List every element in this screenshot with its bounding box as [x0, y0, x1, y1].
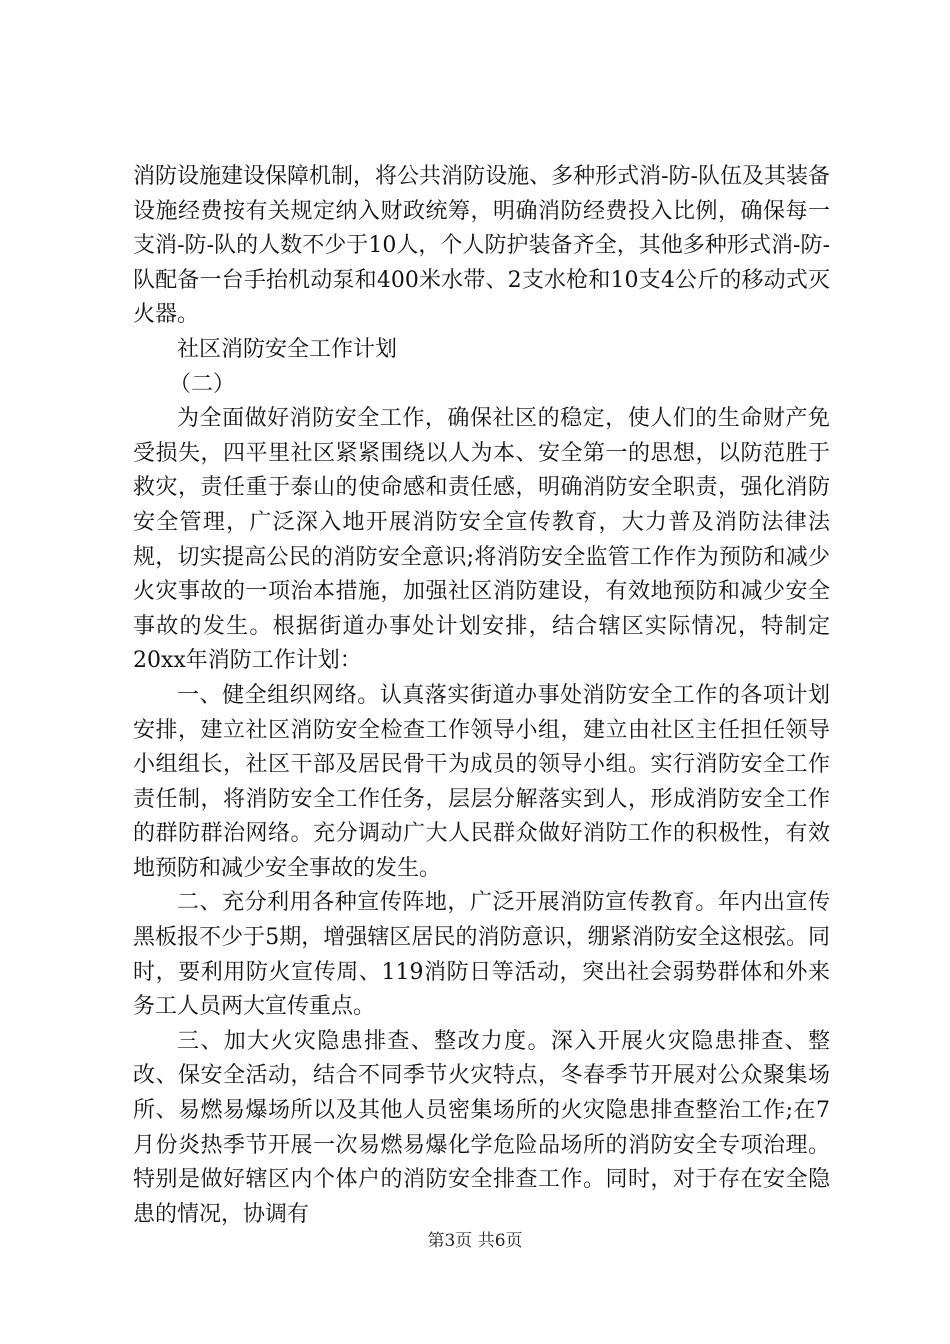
paragraph-introduction: 为全面做好消防安全工作，确保社区的稳定，使人们的生命财产免受损失，四平里社区紧紧围绕以人为本、安全第一的思想，以防范胜于救灾，责任重于泰山的使命感和责任感，明确消防安全职责，强化消防安全管理，广泛深入地开展消防安全宣传教育，大力普及消防法律法规，切实提高公民的消防安全意识;将消防安全监管工作作为预防和减少火灾事故的一项治本措施，加强社区消防建设，有效地预防和减少安全事故的发生。根据街道办事处计划安排，结合辖区实际情况，特制定20xx年消防工作计划：: [133, 406, 830, 674]
page-number-footer: 第3页 共6页: [427, 1231, 523, 1251]
paragraph-publicity-education: 二、充分利用各种宣传阵地，广泛开展消防宣传教育。年内出宣传黑板报不少于5期，增强辖区居民的消防意识，绷紧消防安全这根弦。同时，要利用防火宣传周、119消防日等活动，突出社会弱势群体和外来务工人员两大宣传重点。: [133, 890, 830, 1020]
section-subheading: （二）: [169, 371, 236, 397]
section-heading: 社区消防安全工作计划: [177, 336, 398, 362]
document-body: [133, 160, 830, 1232]
paragraph-organization-network: 一、健全组织网络。认真落实街道办事处消防安全工作的各项计划安排，建立社区消防安全检查工作领导小组，建立由社区主任担任领导小组组长，社区干部及居民骨干为成员的领导小组。实行消防安全工作责任制，将消防安全工作任务，层层分解落实到人，形成消防安全工作的群防群治网络。充分调动广大人民群众做好消防工作的积极性，有效地预防和减少安全事故的发生。: [133, 682, 830, 881]
paragraph-facility-funding: 消防设施建设保障机制，将公共消防设施、多种形式消-防-队伍及其装备设施经费按有关规定纳入财政统筹，明确消防经费投入比例，确保每一支消-防-队的人数不少于10人，个人防护装备齐全，其他多种形式消-防-队配备一台手抬机动泵和400米水带、2支水枪和10支4公斤的移动式灭火器。: [133, 164, 830, 328]
paragraph-hazard-inspection: 三、加大火灾隐患排查、整改力度。深入开展火灾隐患排查、整改、保安全活动，结合不同季节火灾特点，冬春季节开展对公众聚集场所、易燃易爆场所以及其他人员密集场所的火灾隐患排查整治工作;在7月份炎热季节开展一次易燃易爆化学危险品场所的消防安全专项治理。特别是做好辖区内个体户的消防安全排查工作。同时，对于存在安全隐患的情况，协调有: [133, 1028, 830, 1227]
